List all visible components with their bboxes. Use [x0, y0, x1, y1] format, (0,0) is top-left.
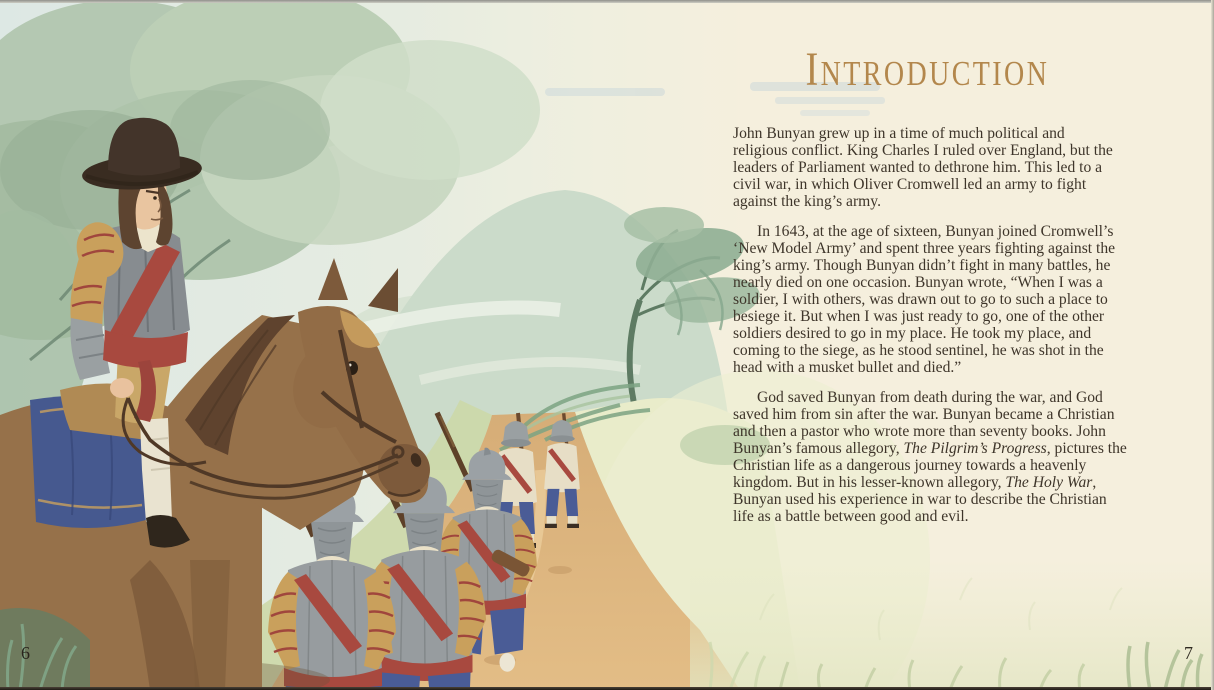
page-number-right: 7	[1184, 643, 1193, 663]
paragraph	[733, 125, 1125, 210]
text-line: Bunyan’s famous allegory, The Pilgrim’s Progress, pictures the	[733, 440, 1127, 457]
text-line: God saved Bunyan from death during the war, and God	[757, 389, 1103, 406]
text-line: against the king’s army.	[733, 193, 881, 210]
chapter-title-text	[805, 43, 1049, 98]
page-top-edge	[0, 0, 1214, 3]
text-line: kingdom. But in his lesser-known allegory, The Holy War,	[733, 474, 1097, 491]
text-line: soldier, I with others, was drawn out to go to such a place to	[733, 291, 1108, 308]
text-line: In 1643, at the age of sixteen, Bunyan joined Cromwell’s	[757, 223, 1114, 240]
text-line: religious conflict. King Charles I ruled over England, but the	[733, 142, 1113, 159]
book-title-italic: The Pilgrim’s Progress	[903, 440, 1047, 457]
paragraph	[733, 223, 1125, 376]
text-line: ‘New Model Army’ and spent three years fighting against the	[733, 240, 1116, 257]
text-line: Christian life as a dangerous journey towards a heavenly	[733, 457, 1087, 474]
chapter-title	[733, 43, 1121, 98]
text-line: and then a pastor who wrote more than seventy books. John	[733, 423, 1106, 440]
text-line: coming to the siege, as he stood sentinel, he was shot in the	[733, 342, 1104, 359]
text-line: civil war, in which Oliver Cromwell led an army to fight	[733, 176, 1087, 193]
text-line: head with a musket bullet and died.”	[733, 359, 962, 376]
text-line: nearly died on one occasion. Bunyan wrote, “When I was a	[733, 274, 1103, 291]
page-number-left: 6	[21, 643, 30, 663]
title-rest: NTRODUCTION	[820, 54, 1049, 93]
title-initial: I	[805, 43, 821, 96]
text-line: John Bunyan grew up in a time of much political and	[733, 125, 1065, 142]
text-line: Bunyan used his experience in war to describe the Christian	[733, 491, 1107, 508]
text-line: besiege it. But when I was just ready to go, one of the other	[733, 308, 1105, 325]
book-title-italic: The Holy War	[1005, 474, 1093, 491]
body-text	[733, 125, 1125, 525]
paragraph	[733, 389, 1125, 525]
text-line: king’s army. Though Bunyan didn’t fight in many battles, he	[733, 257, 1111, 274]
right-page-grass	[690, 560, 1214, 690]
text-line: leaders of Parliament wanted to dethrone him. This led to a	[733, 159, 1103, 176]
text-line: saved him from sin after the war. Bunyan became a Christian	[733, 406, 1115, 423]
text-line: soldiers desired to go in my place. He took my place, and	[733, 325, 1092, 342]
text-line: life as a battle between good and evil.	[733, 508, 969, 525]
